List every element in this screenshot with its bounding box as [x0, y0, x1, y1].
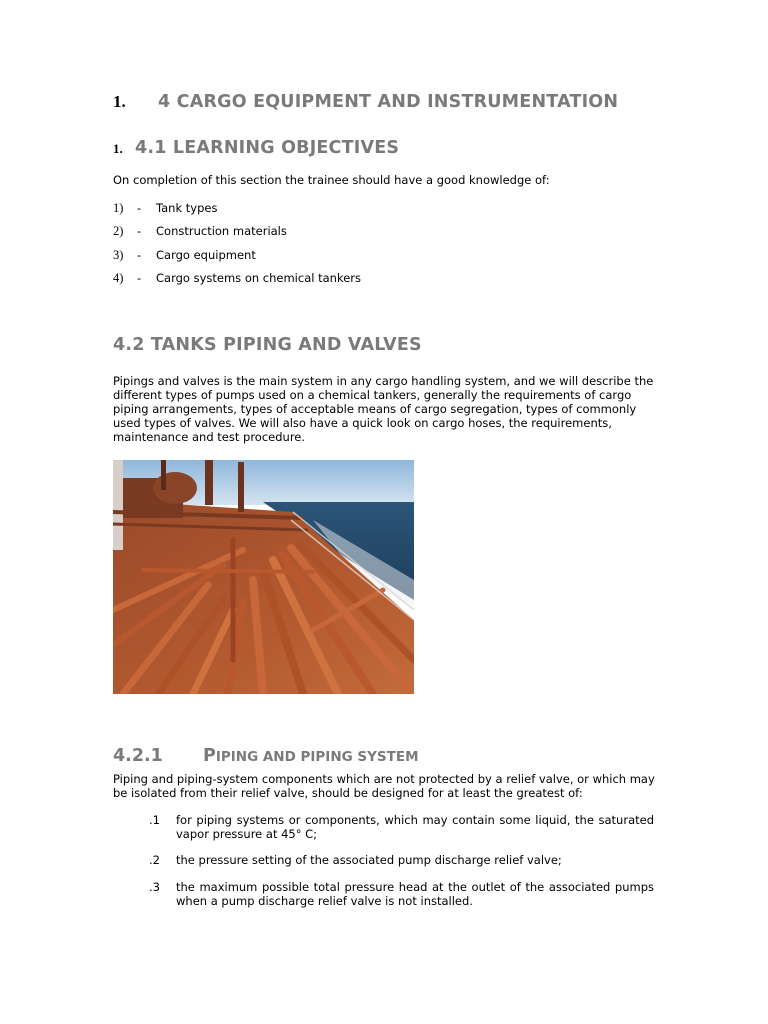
piping-heading-title — [203, 746, 419, 766]
list-item-dash: - — [137, 247, 142, 262]
paragraph-line: different types of pumps used on a chemical tankers, generally the requirements of cargo — [113, 388, 632, 402]
list-item-text: for piping systems or components, which may contain some liquid, the saturated vapor pressure at 45° C; — [176, 813, 654, 841]
list-item — [113, 880, 654, 908]
list-item-dash: - — [137, 224, 142, 239]
list-item-text: Construction materials — [156, 224, 287, 239]
list-item-number: 1) — [113, 201, 124, 215]
objectives-intro: On completion of this section the trainee should have a good knowledge of: — [113, 173, 550, 187]
tanks-heading: 4.2 TANKS PIPING AND VALVES — [113, 335, 422, 355]
list-item-number: 4) — [113, 270, 124, 285]
tanks-paragraph — [113, 374, 658, 444]
list-item — [113, 248, 361, 271]
chapter-number: 1. — [113, 92, 126, 111]
paragraph-line: Pipings and valves is the main system in any cargo handling system, and we will describe the — [113, 374, 654, 388]
chapter-title: 4 CARGO EQUIPMENT AND INSTRUMENTATION — [158, 92, 619, 112]
piping-heading-rest: IPING AND PIPING SYSTEM — [215, 749, 419, 765]
list-item-text: Tank types — [156, 201, 218, 215]
list-item-number: .1 — [149, 813, 160, 827]
list-item — [113, 271, 361, 294]
objectives-heading-title: 4.1 LEARNING OBJECTIVES — [135, 138, 400, 158]
list-item-number: .3 — [149, 880, 160, 894]
paragraph-line: piping arrangements, types of acceptable means of cargo segregation, types of commonly — [113, 402, 637, 416]
list-item-dash: - — [137, 270, 142, 285]
paragraph-line: used types of valves. We will also have a quick look on cargo hoses, the requirements, — [113, 416, 612, 430]
piping-heading — [113, 746, 419, 766]
list-item-text: the pressure setting of the associated pump discharge relief valve; — [176, 853, 562, 867]
list-item — [113, 224, 361, 247]
conditions-list — [113, 880, 654, 908]
list-item-text: Cargo systems on chemical tankers — [156, 270, 361, 285]
conditions-list — [113, 813, 654, 841]
list-item-number: .2 — [149, 853, 160, 867]
list-item-dash: - — [137, 201, 142, 215]
objectives-heading — [113, 138, 399, 158]
paragraph-line: Piping and piping-system components which are not protected by a relief valve, or which may — [113, 772, 655, 786]
piping-paragraph — [113, 772, 658, 800]
list-item-text: the maximum possible total pressure head at the outlet of the associated pumps when a pump discharge relief valve is not installed. — [176, 880, 654, 908]
piping-heading-initial: P — [203, 746, 216, 766]
paragraph-line: maintenance and test procedure. — [113, 430, 306, 444]
objectives-heading-number: 1. — [113, 141, 123, 156]
paragraph-line: be isolated from their relief valve, should be designed for at least the greatest of: — [113, 786, 583, 800]
list-item-number: 3) — [113, 247, 124, 262]
objectives-list — [113, 201, 361, 294]
list-item — [113, 201, 361, 224]
list-item — [113, 853, 654, 867]
list-item-number: 2) — [113, 224, 124, 239]
list-item-text: Cargo equipment — [156, 247, 256, 262]
tanker-deck-photo — [113, 460, 414, 694]
chapter-heading — [113, 92, 618, 112]
conditions-list — [113, 853, 654, 867]
piping-heading-number: 4.2.1 — [113, 746, 163, 766]
list-item — [113, 813, 654, 841]
